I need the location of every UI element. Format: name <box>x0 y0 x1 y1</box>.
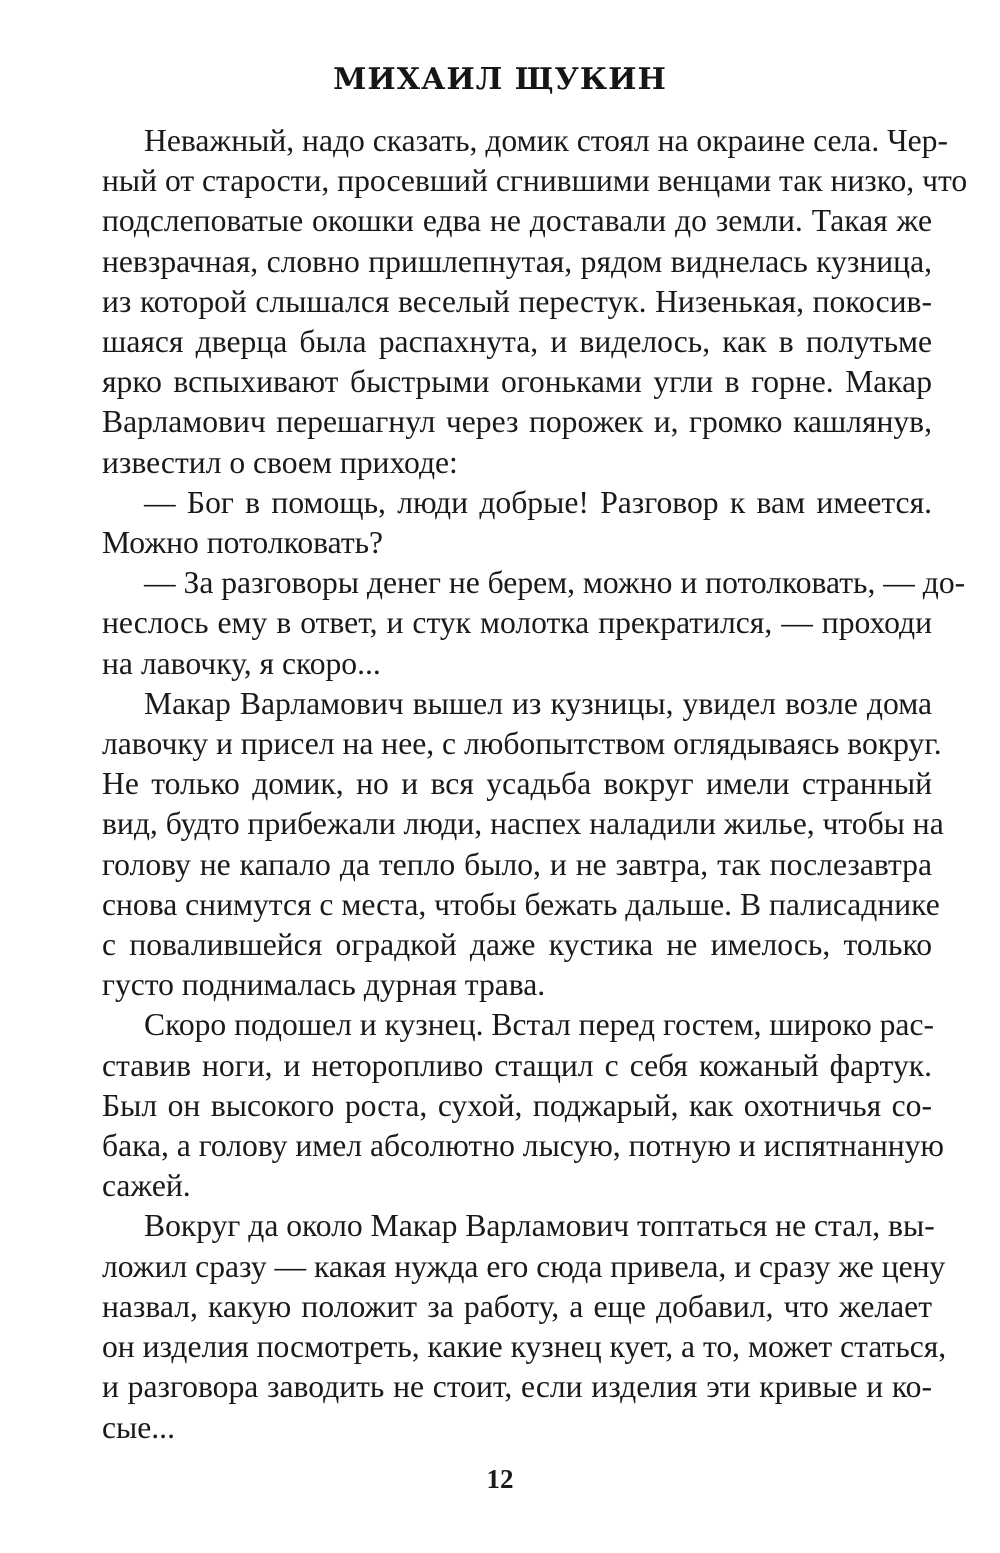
text-line: назвал, какую положит за работу, а еще добавил, что желает <box>102 1288 932 1324</box>
text-line: Можно потолковать? <box>102 525 384 561</box>
text-line: неслось ему в ответ, и стук молотка прекратился, — проходи <box>102 605 932 641</box>
text-body <box>102 121 968 1448</box>
text-line: лавочку и присел на нее, с любопытством оглядываясь вокруг. <box>102 726 942 762</box>
running-head-author: МИХАИЛ ЩУКИН <box>333 62 667 97</box>
text-line: и разговора заводить не стоит, если изделия эти кривые и ко- <box>102 1369 932 1405</box>
text-line: сажей. <box>102 1168 191 1204</box>
text-line: бака, а голову имел абсолютно лысую, потную и испятнанную <box>102 1128 945 1164</box>
text-line: Варламович перешагнул через порожек и, громко кашлянув, <box>102 404 932 440</box>
text-line: ярко вспыхивают быстрыми огоньками угли в горне. Макар <box>102 364 932 400</box>
text-line: Не только домик, но и вся усадьба вокруг имели странный <box>102 766 932 802</box>
text-line: снова снимутся с места, чтобы бежать дальше. В палисаднике <box>102 886 940 922</box>
text-line: невзрачная, словно пришлепнутая, рядом виднелась кузница, <box>102 243 932 279</box>
text-line: подслеповатые окошки едва не доставали до земли. Такая же <box>102 203 932 239</box>
text-line: сые... <box>102 1409 175 1445</box>
text-line: ложил сразу — какая нужда его сюда привела, и сразу же цену <box>102 1248 946 1284</box>
paragraph-1 <box>102 121 968 483</box>
text-line: Скоро подошел и кузнец. Встал перед гостем, широко рас- <box>144 1007 934 1043</box>
paragraph-6 <box>102 1206 947 1447</box>
text-line: шаяся дверца была распахнута, и виделось, как в полутьме <box>102 324 932 360</box>
text-line: ный от старости, просевший сгнившими венцами так низко, что <box>102 163 968 199</box>
paragraph-3-dialogue <box>102 563 966 684</box>
text-line: с повалившейся оградкой даже кустика не имелось, только <box>102 927 932 963</box>
text-line: ставив ноги, и неторопливо стащил с себя кожаный фартук. <box>102 1047 932 1083</box>
text-line: он изделия посмотреть, какие кузнец кует, а то, может статься, <box>102 1329 947 1365</box>
text-line: вид, будто прибежали люди, наспех наладили жилье, чтобы на <box>102 806 944 842</box>
text-line: Неважный, надо сказать, домик стоял на окраине села. Чер- <box>144 123 948 158</box>
text-line: — За разговоры денег не берем, можно и потолковать, — до- <box>144 565 966 601</box>
text-line: густо поднималась дурная трава. <box>102 967 546 1003</box>
text-line: Макар Варламович вышел из кузницы, увидел возле дома <box>144 685 932 721</box>
text-line: Был он высокого роста, сухой, поджарый, как охотничья со- <box>102 1087 932 1123</box>
paragraph-2-dialogue <box>102 483 932 563</box>
text-line: из которой слышался веселый перестук. Низенькая, покосив- <box>102 283 932 319</box>
paragraph-5 <box>102 1005 945 1206</box>
text-line: голову не капало да тепло было, и не завтра, так послезавтра <box>102 846 932 882</box>
text-line: Вокруг да около Макар Варламович топтаться не стал, вы- <box>144 1208 935 1244</box>
page-number: 12 <box>486 1464 514 1494</box>
text-line: — Бог в помощь, люди добрые! Разговор к вам имеется. <box>144 484 932 520</box>
text-line: на лавочку, я скоро... <box>102 645 381 681</box>
paragraph-4 <box>102 684 944 1006</box>
text-line: известил о своем приходе: <box>102 444 458 480</box>
